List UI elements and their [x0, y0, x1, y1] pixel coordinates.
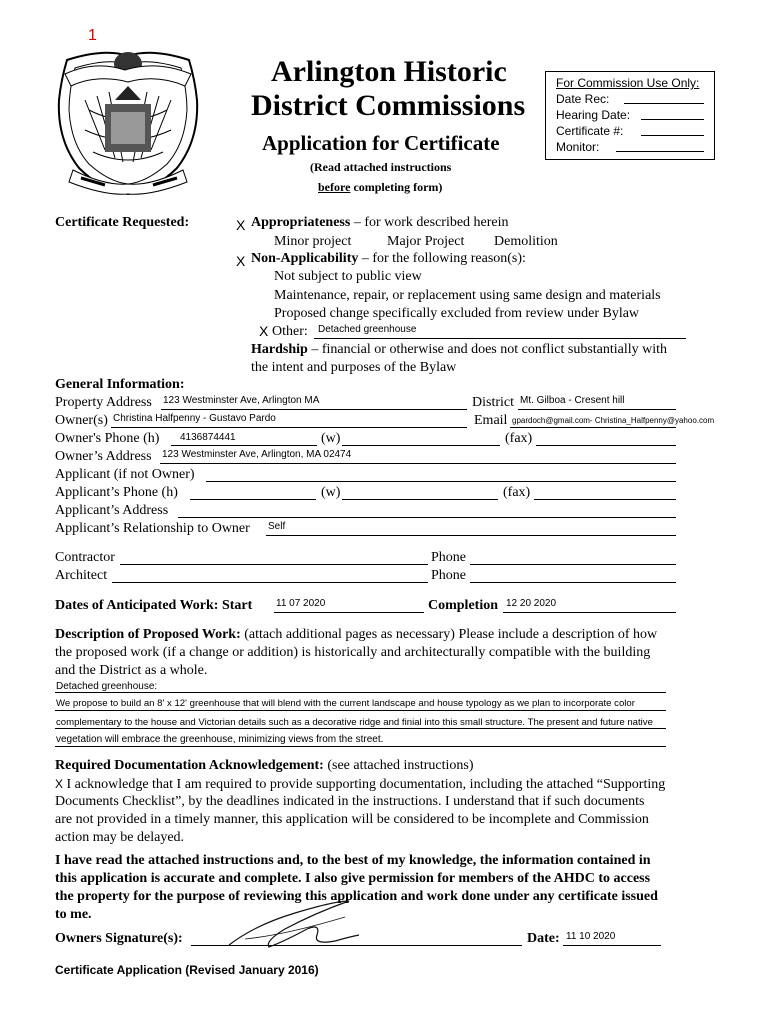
description-rule-4 [55, 746, 666, 747]
property-address-line [161, 409, 467, 410]
title-line-2: District Commissions [251, 89, 526, 122]
signature-label: Owners Signature(s): [55, 931, 183, 946]
owners-value[interactable]: Christina Halfpenny - Gustavo Pardo [113, 413, 276, 424]
relationship-value[interactable]: Self [268, 521, 286, 532]
property-address-label: Property Address [55, 395, 152, 410]
minor-project-option[interactable]: Minor project [274, 234, 352, 249]
appropriateness-check[interactable]: X [236, 217, 246, 233]
description-line-3[interactable]: complementary to the house and Victorian details such as a decorative ridge and finial into this small structure. The present and future native [56, 717, 653, 728]
reason-excluded[interactable]: Proposed change specifically excluded from review under Bylaw [274, 306, 640, 321]
architect-phone-line[interactable] [470, 582, 676, 583]
before-underlined: before [318, 180, 351, 194]
town-seal-icon [45, 40, 211, 198]
district-value[interactable]: Mt. Gilboa - Cresent hill [520, 395, 625, 406]
description-line-2[interactable]: We propose to build an 8' x 12' greenhouse that will blend with the current landscape and house typology as we plan to incorporate color [56, 698, 635, 709]
architect-line[interactable] [112, 582, 428, 583]
start-date-line [274, 612, 424, 613]
district-label: District [472, 395, 514, 410]
architect-phone-label: Phone [431, 568, 466, 583]
non-applicability-option: Non-Applicability – for the following reason(s): [251, 251, 526, 266]
documentation-line-4: action may be delayed. [55, 830, 185, 845]
email-label: Email [474, 413, 508, 428]
appropriateness-option: Appropriateness – for work described herein [251, 215, 509, 230]
contractor-line[interactable] [120, 564, 428, 565]
owner-phone-line [171, 445, 317, 446]
owner-address-label: Owner’s Address [55, 449, 152, 464]
general-info-heading: General Information: [55, 377, 185, 392]
owner-fax-line[interactable] [536, 445, 676, 446]
handwritten-signature-icon [225, 895, 365, 957]
title-line-1: Arlington Historic [271, 55, 507, 88]
description-line-4[interactable]: vegetation will embrace the greenhouse, minimizing views from the street. [56, 734, 384, 745]
description-rule-2 [55, 710, 666, 711]
documentation-heading: Required Documentation Acknowledgement: (see attached instructions) [55, 758, 474, 773]
statement-line-3: the property for the purpose of reviewing this application and work done under any certificate issued [55, 889, 658, 904]
applicant-phone-line[interactable] [190, 499, 316, 500]
applicant-fax-line[interactable] [534, 499, 676, 500]
commission-use-box [545, 71, 715, 160]
date-value[interactable]: 11 10 2020 [566, 931, 616, 942]
documentation-line-1: X I acknowledge that I am required to provide supporting documentation, including the attached “Supporting [55, 777, 666, 792]
description-intro-2: the proposed work (if a change or addition) is historically and architecturally compatible with the building [55, 645, 651, 660]
completion-date-value[interactable]: 12 20 2020 [506, 598, 557, 609]
owner-phone-label: Owner's Phone (h) [55, 431, 160, 446]
contractor-phone-line[interactable] [470, 564, 676, 565]
demolition-option[interactable]: Demolition [494, 234, 558, 249]
owner-phone-value[interactable]: 4136874441 [180, 432, 236, 443]
relationship-label: Applicant’s Relationship to Owner [55, 521, 250, 536]
owner-work-phone-line[interactable] [342, 445, 500, 446]
applicant-address-line[interactable] [178, 517, 676, 518]
description-intro-3: and the District as a whole. [55, 663, 208, 678]
date-rec-field[interactable]: Date Rec: [556, 91, 714, 107]
completion-label: Completion [428, 598, 498, 613]
major-project-option[interactable]: Major Project [387, 234, 465, 249]
other-label: Other: [272, 324, 308, 339]
hardship-option[interactable]: Hardship – financial or otherwise and does not conflict substantially with [251, 342, 668, 357]
start-date-value[interactable]: 11 07 2020 [276, 598, 326, 609]
owner-address-line [160, 463, 676, 464]
description-rule-3 [55, 728, 666, 729]
statement-line-2: this application is accurate and complete. I also give permission for members of the AHDC to access [55, 871, 651, 886]
architect-label: Architect [55, 568, 108, 583]
statement-line-1: I have read the attached instructions and, to the best of my knowledge, the information contained in [55, 853, 651, 868]
non-applicability-check[interactable]: X [236, 253, 246, 269]
documentation-line-3: are not provided in a timely manner, this application will be considered to be incomplete and Commission [55, 812, 649, 827]
documentation-line-2: Documents Checklist”, by the deadlines indicated in the instructions. I understand that if such documents [55, 794, 645, 809]
reason-maintenance[interactable]: Maintenance, repair, or replacement using same design and materials [274, 288, 661, 303]
owners-line [111, 427, 467, 428]
page-number: 1 [88, 27, 97, 44]
acknowledge-check[interactable]: X [55, 777, 64, 791]
other-value[interactable]: Detached greenhouse [318, 324, 417, 335]
applicant-label: Applicant (if not Owner) [55, 467, 195, 482]
seal-image [45, 40, 211, 198]
certificate-requested-label: Certificate Requested: [55, 215, 190, 230]
completion-date-line [503, 612, 676, 613]
description-intro-1: Description of Proposed Work: (attach additional pages as necessary) Please include a description of how [55, 627, 658, 642]
property-address-value[interactable]: 123 Westminster Ave, Arlington MA [163, 395, 320, 406]
reason-not-visible[interactable]: Not subject to public view [274, 269, 422, 284]
district-line [518, 409, 676, 410]
signature-scribble [225, 895, 365, 957]
contractor-phone-label: Phone [431, 550, 466, 565]
description-rule-1 [55, 692, 666, 693]
commission-box-title: For Commission Use Only: [556, 76, 700, 90]
description-line-1[interactable]: Detached greenhouse: [56, 681, 158, 692]
email-value[interactable]: gpardoch@gmail.com- Christina_Halfpenny@yahoo.com [512, 416, 715, 425]
hardship-line-2: the intent and purposes of the Bylaw [251, 360, 457, 375]
owner-address-value[interactable]: 123 Westminster Ave, Arlington, MA 02474 [162, 449, 352, 460]
subtitle: Application for Certificate [262, 131, 500, 155]
owner-work-phone-label: (w) [321, 431, 341, 446]
instructions-note-1: (Read attached instructions [310, 160, 452, 174]
other-check[interactable]: X [259, 323, 269, 339]
relationship-line [266, 535, 676, 536]
date-label: Date: [527, 931, 560, 946]
date-line [563, 945, 661, 946]
instructions-note-2 [318, 180, 442, 194]
owners-label: Owner(s) [55, 413, 108, 428]
applicant-address-label: Applicant’s Address [55, 503, 169, 518]
hearing-date-field[interactable]: Hearing Date: [556, 107, 714, 123]
email-line [510, 427, 676, 428]
contractor-label: Contractor [55, 550, 115, 565]
applicant-line[interactable] [206, 481, 676, 482]
statement-line-4: to me. [55, 907, 92, 922]
applicant-work-phone-label: (w) [321, 485, 341, 500]
owner-fax-label: (fax) [505, 431, 533, 446]
note-rest: completing form) [350, 180, 443, 194]
footer-revision: Certificate Application (Revised January 2016) [55, 963, 319, 977]
applicant-fax-label: (fax) [503, 485, 531, 500]
dates-heading: Dates of Anticipated Work: Start [55, 598, 253, 613]
other-line [314, 338, 686, 339]
applicant-work-phone-line[interactable] [342, 499, 498, 500]
certificate-number-field[interactable]: Certificate #: [556, 123, 714, 139]
applicant-phone-label: Applicant’s Phone (h) [55, 485, 178, 500]
monitor-field[interactable]: Monitor: [556, 139, 714, 155]
